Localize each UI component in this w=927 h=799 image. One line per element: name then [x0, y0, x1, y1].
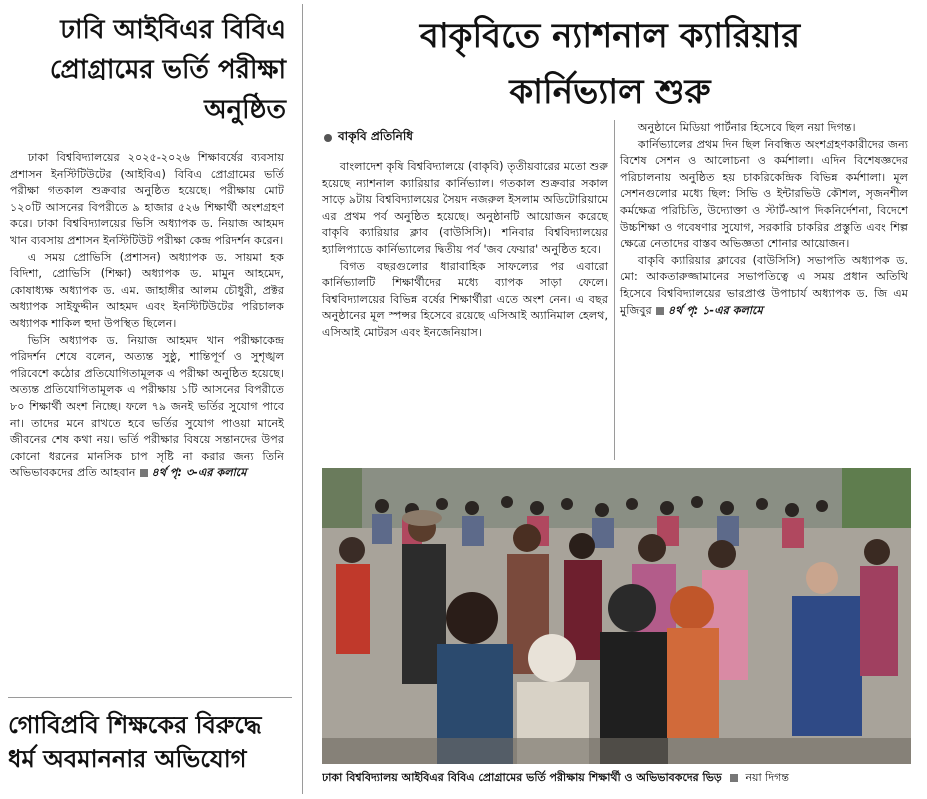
main-col1-paragraph-2: বিগত বছরগুলোর ধারাবাহিক সাফল্যের পর এবারো কার্নিভ্যালটি শিক্ষার্থীদের মধ্যে ব্যাপক সাড়া ফেলে। বিশ্ববিদ্যালয়ের বিভিন্ন বর্ষের শিক্ষার্থীরা এতে অংশ নেন। এ বছর অনুষ্ঠানের মূল স্পন্সর হিসেবে রয়েছে এসিআই অ্যানিমাল হেলথ, এসিআই মোটরস এবং ইনজেনিয়াস।	[322, 259, 608, 339]
photo-caption	[322, 770, 911, 786]
main-continuation-marker-icon	[656, 307, 664, 315]
left-paragraph-2: এ সময় প্রোভিসি (প্রশাসন) অধ্যাপক ড. সায়মা হক বিদিশা, প্রোভিসি (শিক্ষা) অধ্যাপক ড. মামুন আহমেদ, কোষাধ্যক্ষ অধ্যাপক ড. এম. জাহাঙ্গীর আলম চৌধুরী, প্রক্টর অধ্যাপক সাইফুদ্দীন আহমদ এবং ইনস্টিটিউটের পরিচালক অধ্যাপক শাকিল হুদা উপস্থিত ছিলেন।	[10, 250, 284, 330]
main-headline	[318, 8, 902, 120]
column-separator	[302, 4, 303, 794]
main-col1-paragraph-1: বাংলাদেশ কৃষি বিশ্ববিদ্যালয়ে (বাকৃবি) তৃতীয়বারের মতো শুরু হয়েছে ন্যাশনাল ক্যারিয়ার কার্নিভ্যাল। গতকাল শুক্রবার সকাল সাড়ে ৯টায় বিশ্ববিদ্যালয়ের সৈয়দ নজরুল ইসলাম অডিটোরিয়ামে এর প্রথম পর্ব অনুষ্ঠিত হয়েছে। অনুষ্ঠানটি আয়োজন করেছে বাকৃবি ক্যারিয়ার ক্লাব (বাউসিসি)। শনিবার বিশ্ববিদ্যালয়ের হ্যালিপ্যাডে কার্নিভ্যালের দ্বিতীয় পর্ব 'জব ফেয়ার' অনুষ্ঠিত হবে।	[322, 160, 608, 256]
left-headline: ঢাবি আইবিএর বিবিএ প্রোগ্রামের ভর্তি পরীক্ষা অনুষ্ঠিত	[49, 15, 286, 125]
left-paragraph-1: ঢাকা বিশ্ববিদ্যালয়ের ২০২৫-২০২৬ শিক্ষাবর্ষের ব্যবসায় প্রশাসন ইনস্টিটিউটের (আইবিএ) বিবিএ প্রোগ্রামের ভর্তি পরীক্ষা গতকাল শুক্রবার অনুষ্ঠিত হয়েছে। পরীক্ষায় মোট ১২০টি আসনের বিপরীতে ৯ হাজার ৫২৬ শিক্ষার্থী অংশগ্রহণ করে। ঢাকা বিশ্ববিদ্যালয়ের ভিসি অধ্যাপক ড. নিয়াজ আহমদ খান ব্যবসায় প্রশাসন ইনস্টিটিউট পরীক্ষা কেন্দ্র পরিদর্শন করেন।	[10, 151, 284, 247]
caption-text: ঢাকা বিশ্ববিদ্যালয় আইবিএর বিবিএ প্রোগ্রামের ভর্তি পরীক্ষায় শিক্ষার্থী ও অভিভাবকদের ভিড়	[322, 771, 722, 784]
crowd-photo	[322, 468, 911, 764]
main-col2-paragraph-2: কার্নিভ্যালের প্রথম দিন ছিল নিবন্ধিত অংশগ্রহণকারীদের জন্য বিশেষ সেশন ও আলোচনা ও কর্মশালা। এদিন বিশেষজ্ঞদের পরিচালনায় অনুষ্ঠিত হয় চাকরিকেন্দ্রিক বিভিন্ন কর্মশালা। মূল সেশনগুলোর মধ্যে ছিল: সিভি ও ইন্টারভিউ কৌশল, সৃজনশীল কর্মক্ষেত্র পরিচিতি, উদ্যোক্তা ও স্টার্ট-আপ দিকনির্দেশনা, বিদেশে উচ্চশিক্ষা ও গবেষণার সুযোগ, সরকারি চাকরির প্রস্তুতি এবং শিল্প ক্ষেত্রে নেতাদের বাস্তব অভিজ্ঞতা শোনার আয়োজন।	[620, 137, 908, 251]
main-continuation: ৪র্থ পৃ: ১-এর কলামে	[667, 303, 763, 317]
left-paragraph-3	[10, 333, 284, 482]
left-divider	[8, 697, 292, 698]
left-continuation: ৪র্থ পৃ: ৩-এর কলামে	[151, 466, 247, 480]
main-headline-line-2: কার্নিভ্যাল শুরু	[509, 72, 711, 112]
main-article-col1	[322, 159, 608, 342]
reporter-name: বাকৃবি প্রতিনিধি	[338, 129, 413, 143]
bottom-headline: গোবিপ্রবি শিক্ষকের বিরুদ্ধে ধর্ম অবমাননার অভিযোগ	[8, 711, 262, 773]
main-column-separator	[614, 120, 615, 460]
main-headline-line-1: বাকৃবিতে ন্যাশনাল ক্যারিয়ার	[419, 16, 801, 56]
caption-marker-icon	[730, 774, 738, 782]
reporter-byline	[324, 128, 413, 148]
crowd-photo-illustration	[322, 468, 911, 764]
main-col2-paragraph-1: অনুষ্ঠানে মিডিয়া পার্টনার হিসেবে ছিল নয়া দিগন্ত।	[637, 121, 856, 134]
left-paragraph-3-text: ভিসি অধ্যাপক ড. নিয়াজ আহমদ খান পরীক্ষাকেন্দ্র পরিদর্শন শেষে বলেন, অত্যন্ত সুষ্ঠু, শান্তিপূর্ণ ও সুশৃঙ্খল পরিবেশে কঠোর প্রতিযোগিতামূলক এ পরীক্ষা অনুষ্ঠিত হয়েছে। অত্যন্ত প্রতিযোগিতামূলক এ পরীক্ষায় ১টি আসনের বিপরীতে ৮০ শিক্ষার্থী অংশ নিচ্ছে। ফলে ৭৯ জনই ভর্তির সুযোগ পাবে না। তাদের মনে রাখতে হবে ভর্তির সুযোগ পাওয়া মানেই জীবনের শেষ কথা নয়। ভর্তি পরীক্ষার বিষয়ে সন্তানদের উপর কোনো ধরনের মানসিক চাপ সৃষ্টি না করার জন্য তিনি অভিভাবকদের প্রতি আহবান	[10, 333, 284, 480]
main-col2-paragraph-3	[620, 253, 908, 319]
continuation-marker-icon	[140, 469, 148, 477]
byline-bullet-icon	[324, 134, 332, 142]
main-article-col2	[620, 120, 908, 319]
photo-credit: নয়া দিগন্ত	[745, 771, 789, 784]
left-article-body	[10, 150, 284, 482]
main-col2-paragraph-3-text: বাকৃবি ক্যারিয়ার ক্লাবের (বাউসিসি) সভাপতি অধ্যাপক ড. মো: আকতারুজ্জামানের সভাপতিত্বে এ সময় প্রধান অতিথি হিসেবে বিশ্ববিদ্যালয়ের ভারপ্রাপ্ত উপাচার্য অধ্যাপক ড. জি এম মুজিবুর	[620, 253, 908, 317]
